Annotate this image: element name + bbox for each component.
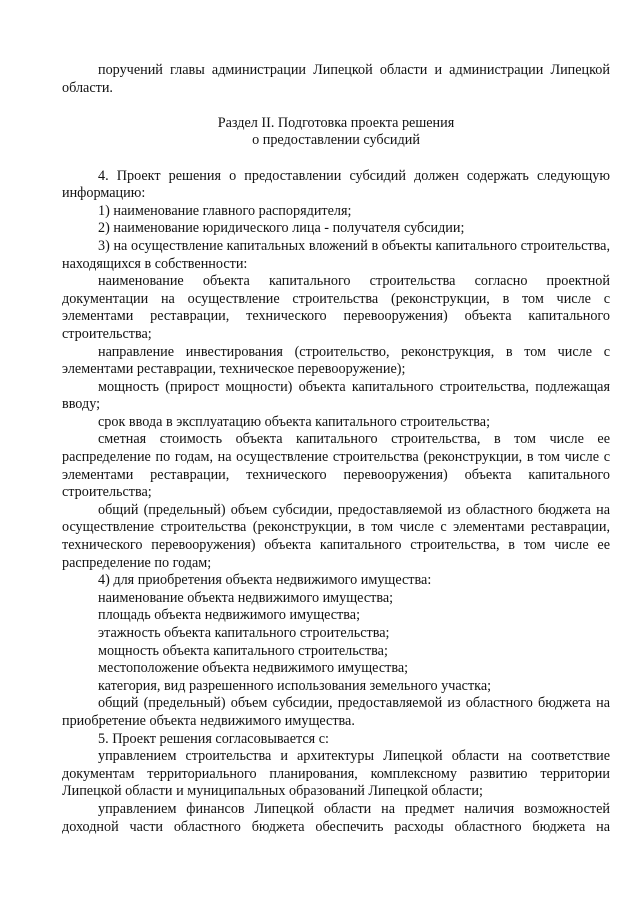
sub-item-location: местоположение объекта недвижимого имущества; — [98, 660, 409, 677]
approval-finance: управлением финансов Липецкой области на предмет наличия возможностей доходной части областного бюджета обеспечить расходы областного бюджета на — [62, 800, 610, 835]
sub-item-land-category: категория, вид разрешенного использования земельного участка; — [98, 677, 492, 694]
section-heading-line2: о предоставлении субсидий — [252, 132, 420, 149]
spacer — [62, 97, 610, 115]
intro-paragraph: поручений главы администрации Липецкой области и администрации Липецкой области. — [62, 62, 610, 96]
paragraph-5: 5. Проект решения согласовывается с: — [98, 730, 329, 747]
sub-item-purchase-subsidy: общий (предельный) объем субсидии, предоставляемой из областного бюджета на приобретение объекта недвижимого имущества. — [62, 695, 610, 729]
sub-item-deadline: срок ввода в эксплуатацию объекта капитального строительства; — [98, 413, 491, 430]
section-heading-line1: Раздел II. Подготовка проекта решения — [217, 114, 455, 131]
item-3: 3) на осуществление капитальных вложений в объекты капитального строительства, находящихся в собственности: — [62, 237, 610, 272]
item-2: 2) наименование юридического лица - получателя субсидии; — [98, 220, 465, 237]
approval-construction: управлением строительства и архитектуры Липецкой области на соответствие документам территориального планирования, комплексному развитию территории Липецкой области и муниципальных образований Липецкой области; — [62, 748, 610, 800]
item-4: 4) для приобретения объекта недвижимого имущества: — [98, 572, 432, 589]
sub-item-property-area: площадь объекта недвижимого имущества; — [98, 607, 361, 624]
sub-item-power: мощность объекта капитального строительства; — [98, 642, 388, 659]
sub-item-subsidy-volume: общий (предельный) объем субсидии, предоставляемой из областного бюджета на осуществление строительства (реконструкции, в том числе с элементами реставрации, технического перевооружения) объекта капитального строительства, в том числе ее распределение по годам; — [62, 501, 610, 571]
sub-item-floors: этажность объекта капитального строительства; — [98, 625, 390, 641]
sub-item-name: наименование объекта капитального строительства согласно проектной документации на осуществление строительства (реконструкции, в том числе с элементами реставрации, технического перевооружения) объекта капитального строительства; — [62, 273, 610, 342]
sub-item-cost: сметная стоимость объекта капитального строительства, в том числе ее распределение по годам, на осуществление строительства (реконструкции, в том числе с элементами реставрации, технического перевооружения) объекта капитального строительства; — [62, 431, 610, 501]
spacer — [62, 150, 610, 168]
sub-item-capacity: мощность (прирост мощности) объекта капитального строительства, подлежащая вводу; — [62, 378, 610, 413]
sub-item-direction: направление инвестирования (строительство, реконструкция, в том числе с элементами реставрации, техническое перевооружение); — [62, 343, 610, 378]
item-1: 1) наименование главного распорядителя; — [98, 202, 352, 219]
paragraph-4: 4. Проект решения о предоставлении субсидий должен содержать следующую информацию: — [62, 167, 610, 202]
sub-item-property-name: наименование объекта недвижимого имущества; — [98, 589, 394, 606]
